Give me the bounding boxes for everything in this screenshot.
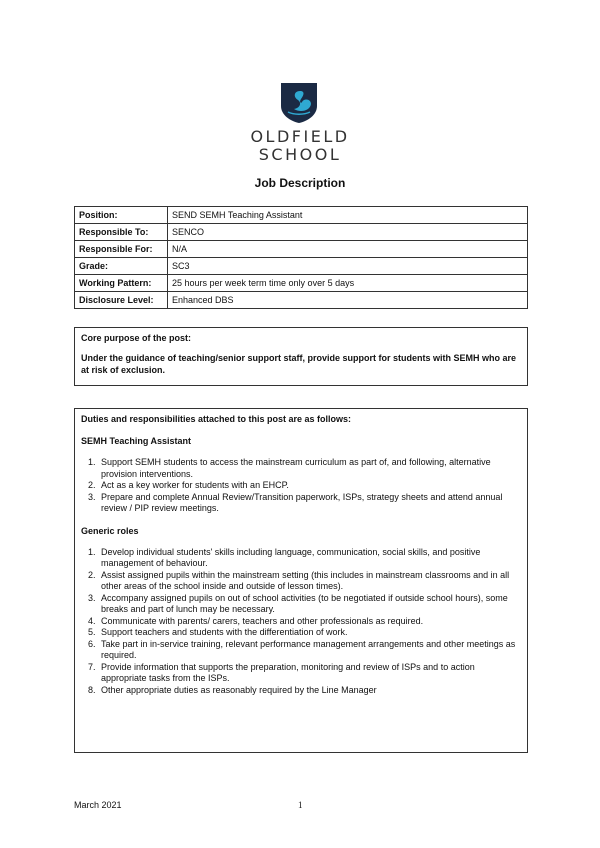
row-value: 25 hours per week term time only over 5 days (168, 275, 528, 292)
semh-duties-list (81, 457, 521, 515)
row-value: SC3 (168, 258, 528, 275)
list-item: 6. Take part in in-service training, relevant performance management arrangements and other meetings as required. (98, 639, 521, 662)
list-item: 2. Assist assigned pupils within the mainstream setting (this includes in mainstream classrooms and in all other areas of the school inside and outside of lesson times). (98, 570, 521, 593)
list-item: 3. Accompany assigned pupils on out of school activities (to be negotiated if outside school hours), some breaks and part of lunch may be necessary. (98, 593, 521, 616)
list-item: 1. Support SEMH students to access the mainstream curriculum as part of, and following, alternative provision interventions. (98, 457, 521, 480)
row-label: Working Pattern: (75, 275, 168, 292)
row-label: Grade: (75, 258, 168, 275)
page-number: 1 (298, 800, 303, 810)
table-row (75, 207, 528, 224)
school-name-line1: OLDFIELD (250, 127, 350, 146)
generic-roles-list (81, 547, 521, 697)
row-label: Position: (75, 207, 168, 224)
list-item: 5. Support teachers and students with the differentiation of work. (98, 627, 521, 639)
document-title: Job Description (254, 176, 346, 190)
list-item: 1. Develop individual students' skills including language, communication, social skills, and positive management of behaviour. (98, 547, 521, 570)
table-row (75, 224, 528, 241)
row-value: SEND SEMH Teaching Assistant (168, 207, 528, 224)
duties-box (74, 408, 528, 753)
swan-shield-icon (280, 82, 318, 124)
core-purpose-text: Under the guidance of teaching/senior support staff, provide support for students with SEMH who are at risk of exclusion. (81, 353, 517, 375)
list-item: 2. Act as a key worker for students with an EHCP. (98, 480, 521, 492)
list-item: 8. Other appropriate duties as reasonably required by the Line Manager (98, 685, 521, 697)
row-value: N/A (168, 241, 528, 258)
list-item: 4. Communicate with parents/ carers, teachers and other professionals as required. (98, 616, 521, 628)
table-row (75, 241, 528, 258)
row-value: Enhanced DBS (168, 292, 528, 309)
list-item: 3. Prepare and complete Annual Review/Transition paperwork, ISPs, strategy sheets and attend annual review / PIP review meetings. (98, 492, 521, 515)
table-row (75, 292, 528, 309)
row-label: Responsible To: (75, 224, 168, 241)
core-purpose-box (74, 327, 528, 386)
list-item: 7. Provide information that supports the preparation, monitoring and review of ISPs and to action appropriate tasks from the ISPs. (98, 662, 521, 685)
position-info-table (74, 206, 528, 309)
section-title-generic: Generic roles (81, 525, 139, 536)
footer-date: March 2021 (74, 800, 122, 810)
row-label: Disclosure Level: (75, 292, 168, 309)
school-name-line2: SCHOOL (258, 145, 342, 164)
duties-heading: Duties and responsibilities attached to this post are as follows: (81, 414, 352, 424)
table-row (75, 258, 528, 275)
table-row (75, 275, 528, 292)
row-label: Responsible For: (75, 241, 168, 258)
row-value: SENCO (168, 224, 528, 241)
core-purpose-heading: Core purpose of the post: (81, 333, 191, 343)
section-title-semh: SEMH Teaching Assistant (81, 436, 192, 446)
